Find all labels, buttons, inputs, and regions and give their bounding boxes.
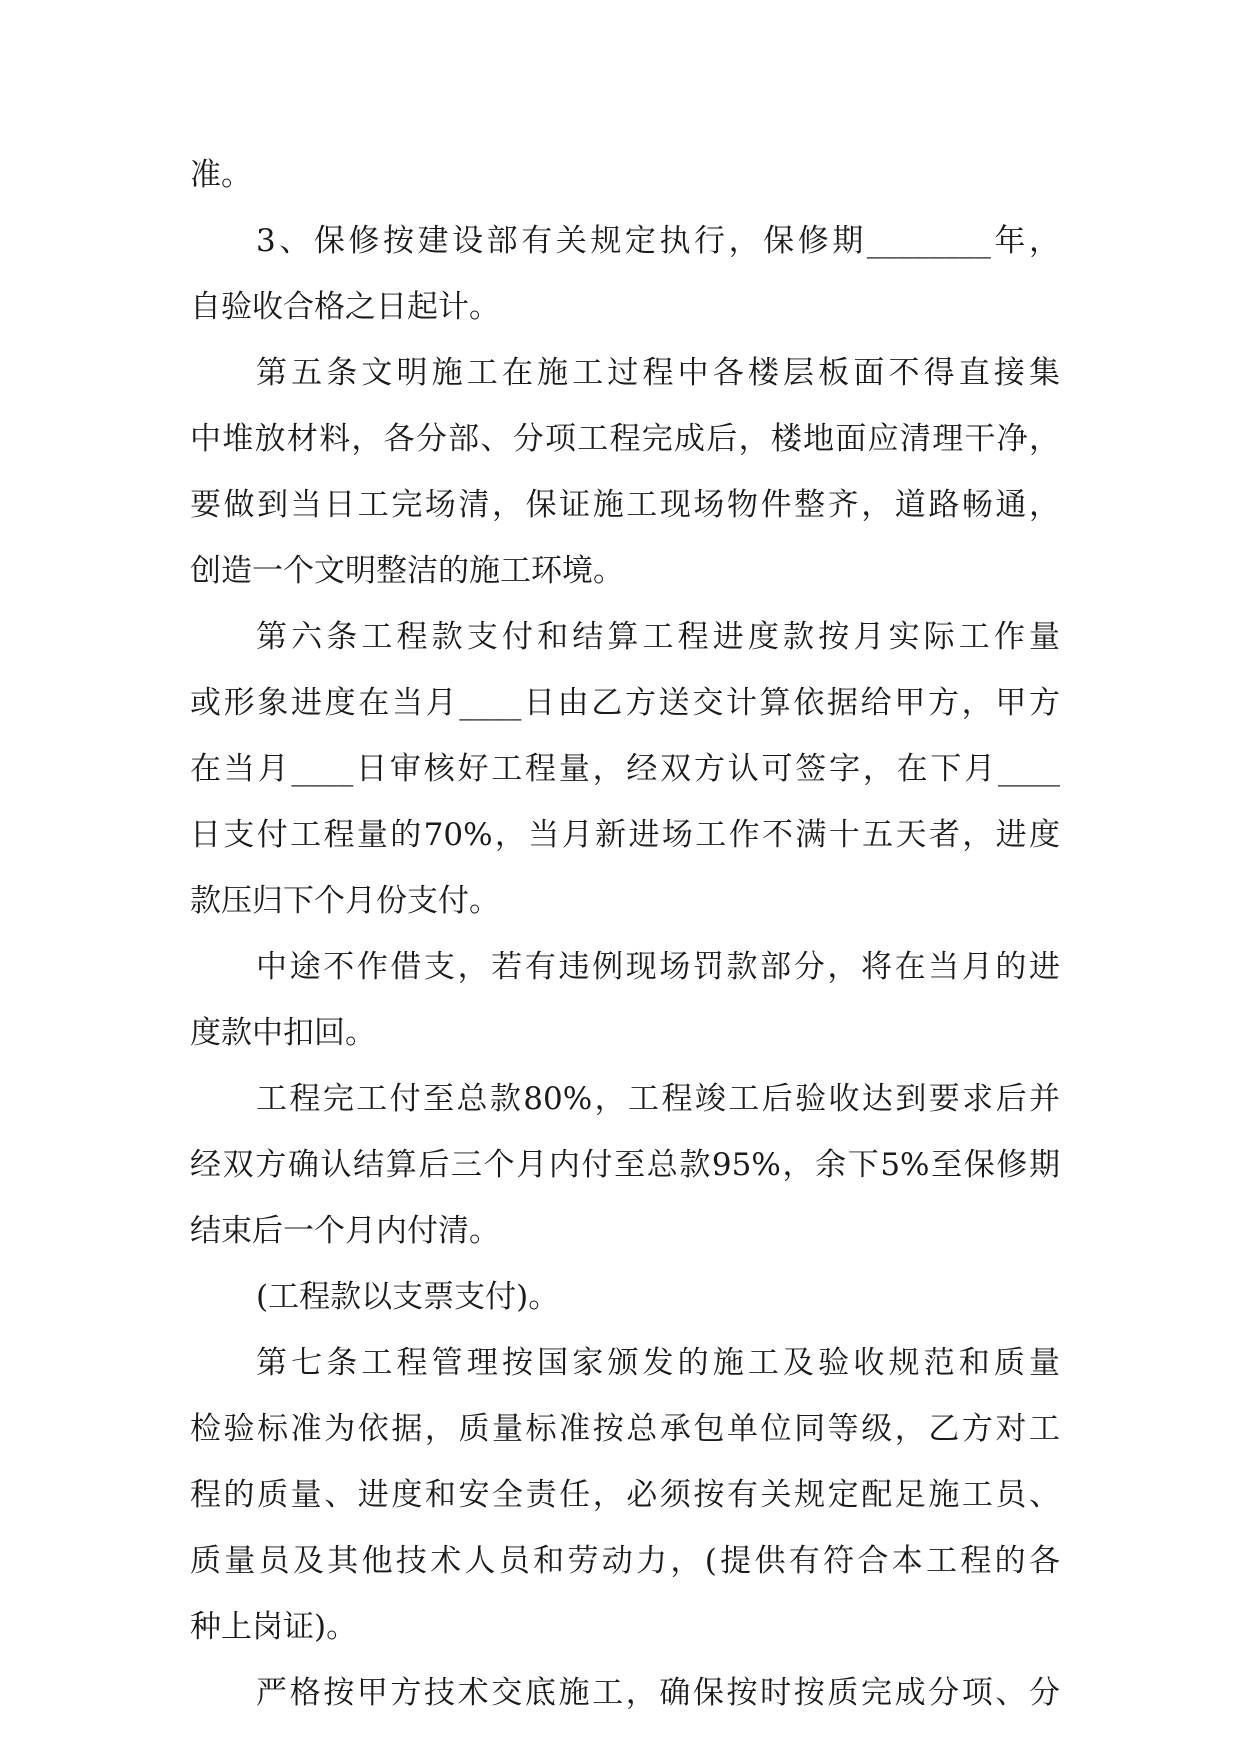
text-line: 创造一个文明整洁的施工环境。 [190, 553, 624, 589]
text-line: 工程完工付至总款80%，工程竣工后验收达到要求后并 [256, 1081, 1060, 1117]
text-line: 第七条工程管理按国家颁发的施工及验收规范和质量 [256, 1345, 1060, 1381]
text-line: 3、保修按建设部有关规定执行，保修期________年， [256, 223, 1060, 259]
text-line: 第六条工程款支付和结算工程进度款按月实际工作量 [256, 619, 1060, 655]
text-line: 第五条文明施工在施工过程中各楼层板面不得直接集 [256, 355, 1060, 391]
text-line: 严格按甲方技术交底施工，确保按时按质完成分项、分 [256, 1675, 1060, 1711]
text-line: 在当月____日审核好工程量，经双方认可签字，在下月____ [190, 751, 1060, 787]
text-line: 要做到当日工完场清，保证施工现场物件整齐，道路畅通， [190, 487, 1060, 523]
text-line: 程的质量、进度和安全责任，必须按有关规定配足施工员、 [190, 1477, 1060, 1513]
document-body [190, 155, 1060, 1713]
text-line: 结束后一个月内付清。 [190, 1213, 500, 1249]
text-line: 质量员及其他技术人员和劳动力，(提供有符合本工程的各 [190, 1543, 1060, 1579]
text-line: 中堆放材料，各分部、分项工程完成后，楼地面应清理干净， [190, 421, 1060, 457]
text-line: 检验标准为依据，质量标准按总承包单位同等级，乙方对工 [190, 1411, 1060, 1447]
text-line: 自验收合格之日起计。 [190, 289, 500, 325]
text-line: 准。 [190, 157, 252, 193]
text-line: 或形象进度在当月____日由乙方送交计算依据给甲方，甲方 [190, 685, 1060, 721]
text-line: 款压归下个月份支付。 [190, 883, 500, 919]
text-line: 度款中扣回。 [190, 1015, 376, 1051]
text-line: 中途不作借支，若有违例现场罚款部分，将在当月的进 [256, 949, 1060, 985]
text-line: 种上岗证)。 [190, 1609, 358, 1645]
text-line: 日支付工程量的70%，当月新进场工作不满十五天者，进度 [190, 817, 1060, 853]
text-line: 经双方确认结算后三个月内付至总款95%，余下5%至保修期 [190, 1147, 1060, 1183]
text-line: (工程款以支票支付)。 [256, 1279, 560, 1315]
